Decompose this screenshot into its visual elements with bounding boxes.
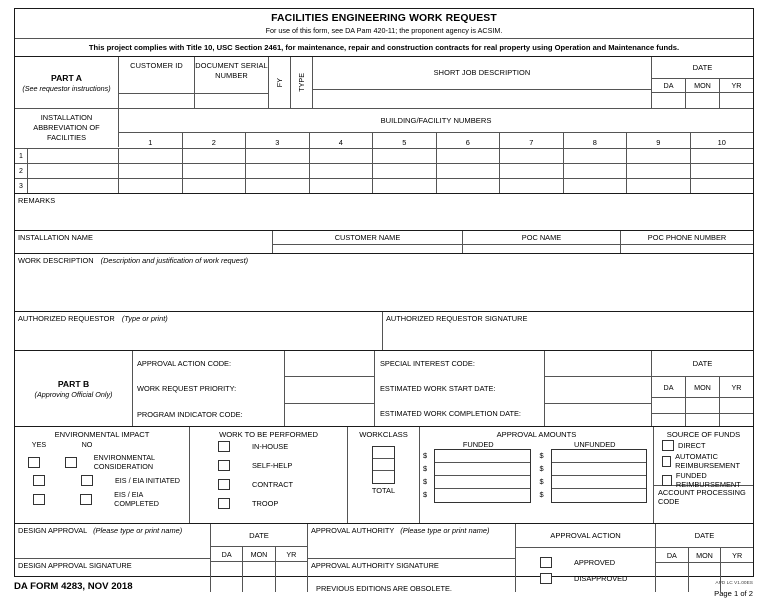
part-b-date-label: DATE <box>652 351 753 377</box>
program-indicator-code-input[interactable] <box>285 404 374 429</box>
document-serial-number-input[interactable] <box>195 93 268 108</box>
customer-name-input[interactable] <box>273 245 462 253</box>
compliance-statement: This project complies with Title 10, USC Section 2461, for maintenance, repair and construction contracts for real property using Operation and Maintenance funds. <box>15 39 753 57</box>
fy-cell[interactable] <box>269 57 291 108</box>
bfn-cell-3-7[interactable] <box>500 179 564 193</box>
funded-reimbursement-label: FUNDED REIMBURSEMENT <box>675 471 741 489</box>
start-date-da-input[interactable] <box>652 398 686 413</box>
installation-abbreviation-label: INSTALLATION ABBREVIATION OF FACILITIES <box>15 109 119 147</box>
part-a-title: PART A <box>50 72 83 83</box>
poc-phone-number-input[interactable] <box>621 245 753 253</box>
funded-amount-1[interactable] <box>435 450 530 463</box>
special-interest-code-label: SPECIAL INTEREST CODE: <box>380 358 475 368</box>
environmental-consideration-yes-checkbox[interactable] <box>28 457 40 468</box>
approval-amounts-section <box>420 427 654 523</box>
approved-checkbox[interactable] <box>540 557 552 568</box>
poc-name-label: POC NAME <box>463 231 620 245</box>
part-a-date-mon-input[interactable] <box>686 93 720 108</box>
completion-date-da-input[interactable] <box>652 414 686 426</box>
eis-eia-completed-yes-checkbox[interactable] <box>33 494 45 505</box>
bfn-col-1: 1 <box>119 133 183 148</box>
bfn-cell-2-2[interactable] <box>183 164 247 178</box>
bfn-row-number-3: 3 <box>15 179 28 193</box>
part-a-label <box>15 57 119 108</box>
approved-label: APPROVED <box>574 558 616 567</box>
form-sheet <box>14 8 754 583</box>
form-title-block <box>15 9 753 39</box>
bfn-cell-1-6[interactable] <box>437 149 501 163</box>
work-to-be-performed-title: WORK TO BE PERFORMED <box>219 430 318 439</box>
workclass-input-3[interactable] <box>373 471 394 483</box>
unfunded-amount-2[interactable] <box>552 463 647 476</box>
authorized-requestor-cell[interactable] <box>15 312 383 350</box>
approval-authority-signature-label: APPROVAL AUTHORITY SIGNATURE <box>311 561 439 570</box>
troop-row <box>190 498 347 509</box>
eis-eia-initiated-row <box>15 475 189 486</box>
bfn-cell-2-8[interactable] <box>564 164 628 178</box>
environmental-consideration-no-checkbox[interactable] <box>65 457 77 468</box>
customer-id-input[interactable] <box>119 93 194 108</box>
estimated-work-completion-date-label: ESTIMATED WORK COMPLETION DATE: <box>380 409 521 419</box>
part-b-date-yr-label: YR <box>731 382 742 392</box>
estimated-work-completion-date-input[interactable] <box>545 404 651 429</box>
unfunded-amount-stack[interactable] <box>551 449 648 503</box>
design-date-da-label: DA <box>211 547 243 561</box>
previous-editions-note: PREVIOUS EDITIONS ARE OBSOLETE. <box>316 584 452 593</box>
authorized-requestor-signature-label: AUTHORIZED REQUESTOR SIGNATURE <box>386 314 528 323</box>
approval-amounts-title: APPROVAL AMOUNTS <box>496 430 577 439</box>
bfn-col-10: 10 <box>717 138 726 147</box>
authorized-requestor-signature-cell[interactable] <box>383 312 753 350</box>
work-to-be-performed-section <box>190 427 348 523</box>
eis-eia-completed-no-checkbox[interactable] <box>80 494 92 505</box>
table-row[interactable] <box>15 179 753 194</box>
short-job-description-label: SHORT JOB DESCRIPTION <box>433 68 531 78</box>
part-b-right-inputs <box>545 351 652 426</box>
bfn-installation-input-2[interactable] <box>28 164 119 178</box>
unfunded-amount-4[interactable] <box>552 489 647 502</box>
funded-currency-2: $ <box>423 464 428 473</box>
in-house-label: IN-HOUSE <box>252 442 289 451</box>
authorized-requestor-row <box>15 312 753 351</box>
funded-currency-3: $ <box>423 477 428 486</box>
bfn-installation-input-3[interactable] <box>28 179 119 193</box>
troop-checkbox[interactable] <box>218 498 230 509</box>
bfn-cell-1-4[interactable] <box>310 149 374 163</box>
workclass-input-1[interactable] <box>373 447 394 459</box>
bfn-row-number-2: 2 <box>15 164 28 178</box>
estimated-work-start-date-input[interactable] <box>545 377 651 403</box>
document-serial-number-cell[interactable] <box>195 57 269 108</box>
part-b-right-labels <box>375 351 545 426</box>
installation-name-label: INSTALLATION NAME <box>18 233 93 242</box>
short-job-description-cell[interactable] <box>313 57 652 108</box>
authorized-requestor-label: AUTHORIZED REQUESTOR <box>18 314 115 323</box>
environmental-impact-section <box>15 427 190 523</box>
bfn-col-6: 6 <box>437 133 501 148</box>
poc-name-input[interactable] <box>463 245 620 253</box>
approval-date-yr-label: YR <box>732 550 743 560</box>
bfn-cell-3-4[interactable] <box>310 179 374 193</box>
funded-label: FUNDED <box>462 440 494 449</box>
type-cell[interactable] <box>291 57 313 108</box>
customer-id-cell[interactable] <box>119 57 195 108</box>
in-house-row <box>190 441 347 452</box>
bfn-cell-3-3[interactable] <box>246 179 310 193</box>
design-approval-hint: (Please type or print name) <box>93 526 183 535</box>
approved-row <box>516 557 655 568</box>
bfn-col-4: 4 <box>310 133 374 148</box>
design-approval-label: DESIGN APPROVAL <box>18 526 88 535</box>
poc-phone-number-label: POC PHONE NUMBER <box>621 231 753 245</box>
self-help-checkbox[interactable] <box>218 460 230 471</box>
approval-action-title: APPROVAL ACTION <box>516 524 655 548</box>
work-request-priority-input[interactable] <box>285 377 374 403</box>
source-of-funds-title: SOURCE OF FUNDS <box>666 430 741 439</box>
automatic-reimbursement-checkbox[interactable] <box>662 456 671 467</box>
work-description-section[interactable] <box>15 254 753 312</box>
customer-name-label: CUSTOMER NAME <box>273 231 462 245</box>
unfunded-label: UNFUNDED <box>574 440 616 449</box>
part-a-date-label: DATE <box>652 57 753 79</box>
part-a-date-mon-label: MON <box>686 79 720 92</box>
account-processing-code-label: ACCOUNT PROCESSING CODE <box>658 488 746 506</box>
page-title: FACILITIES ENGINEERING WORK REQUEST <box>271 13 497 24</box>
names-row <box>15 231 753 254</box>
part-a-header-row <box>15 57 753 109</box>
part-b-row <box>15 351 753 427</box>
design-approval-signature-label: DESIGN APPROVAL SIGNATURE <box>18 561 132 570</box>
unfunded-amount-1[interactable] <box>552 450 647 463</box>
approval-authority-label: APPROVAL AUTHORITY <box>311 526 395 535</box>
bfn-cell-1-3[interactable] <box>246 149 310 163</box>
bfn-cell-1-10[interactable] <box>691 149 754 163</box>
document-serial-number-label: DOCUMENT SERIAL NUMBER <box>195 61 268 80</box>
troop-label: TROOP <box>252 499 279 508</box>
bfn-cell-2-1[interactable] <box>119 164 183 178</box>
part-a-date-da-label: DA <box>652 79 686 92</box>
part-a-date-yr-label: YR <box>731 81 742 90</box>
bfn-cell-1-1[interactable] <box>119 149 183 163</box>
short-job-description-input[interactable] <box>313 89 651 108</box>
workclass-section <box>348 427 420 523</box>
part-b-date-group <box>652 351 753 426</box>
unfunded-currency-4: $ <box>539 490 544 499</box>
workclass-title: WORKCLASS <box>359 430 408 439</box>
bfn-cell-3-10[interactable] <box>691 179 754 193</box>
funded-amount-3[interactable] <box>435 476 530 489</box>
funded-currency-4: $ <box>423 490 428 499</box>
bfn-cell-3-2[interactable] <box>183 179 247 193</box>
remarks-label: REMARKS <box>18 196 56 205</box>
form-footer <box>14 580 754 606</box>
part-b-title: PART B <box>57 378 90 389</box>
bfn-cell-2-6[interactable] <box>437 164 501 178</box>
work-description-label: WORK DESCRIPTION <box>18 256 94 265</box>
environmental-no-label: NO <box>81 440 93 449</box>
customer-name-cell[interactable] <box>273 231 463 253</box>
unfunded-currency-1: $ <box>539 451 544 460</box>
installation-name-cell[interactable] <box>15 231 273 253</box>
part-a-date-yr-input[interactable] <box>720 93 753 108</box>
approval-action-code-input[interactable] <box>285 351 374 377</box>
bfn-cell-3-1[interactable] <box>119 179 183 193</box>
start-date-yr-input[interactable] <box>720 398 753 413</box>
bfn-col-7: 7 <box>500 133 564 148</box>
design-date-mon-label: MON <box>243 547 275 561</box>
building-facility-header-row <box>15 109 753 149</box>
bfn-col-8: 8 <box>564 133 628 148</box>
approval-date-mon-label: MON <box>689 548 722 562</box>
bfn-cell-2-4[interactable] <box>310 164 374 178</box>
bfn-col-3: 3 <box>246 133 310 148</box>
bfn-cell-3-8[interactable] <box>564 179 628 193</box>
form-identifier: DA FORM 4283, NOV 2018 <box>14 581 133 592</box>
unfunded-amount-3[interactable] <box>552 476 647 489</box>
work-description-header <box>15 254 753 267</box>
start-date-mon-input[interactable] <box>686 398 720 413</box>
type-label: TYPE <box>297 73 306 92</box>
funded-currency-1: $ <box>423 451 428 460</box>
form-subtitle: For use of this form, see DA Pam 420-11; the proponent agency is ACSIM. <box>265 26 503 35</box>
checkbox-band <box>15 427 753 524</box>
eis-eia-initiated-no-checkbox[interactable] <box>81 475 93 486</box>
remarks-section[interactable] <box>15 194 753 231</box>
bfn-cell-1-5[interactable] <box>373 149 437 163</box>
bfn-col-5: 5 <box>373 133 437 148</box>
self-help-label: SELF-HELP <box>252 461 293 470</box>
direct-checkbox[interactable] <box>662 440 674 451</box>
workclass-input-2[interactable] <box>373 459 394 471</box>
approval-date-da-label: DA <box>656 548 689 562</box>
eis-eia-completed-row <box>15 490 189 508</box>
eis-eia-completed-label: EIS / EIA COMPLETED <box>114 490 159 508</box>
bfn-cell-1-9[interactable] <box>627 149 691 163</box>
design-approval-cell[interactable] <box>15 524 210 559</box>
special-interest-code-input[interactable] <box>545 351 651 377</box>
bfn-cell-2-10[interactable] <box>691 164 754 178</box>
bfn-cell-1-8[interactable] <box>564 149 628 163</box>
environmental-yes-label: YES <box>31 440 47 449</box>
self-help-row <box>190 460 347 471</box>
funded-amount-2[interactable] <box>435 463 530 476</box>
approval-authority-cell[interactable] <box>308 524 515 559</box>
fy-label: FY <box>275 77 284 88</box>
bfn-col-2: 2 <box>183 133 247 148</box>
eis-eia-initiated-label: EIS / EIA INITIATED <box>115 476 180 485</box>
approval-authority-hint: (Please type or print name) <box>400 526 490 535</box>
bfn-cell-3-6[interactable] <box>437 179 501 193</box>
installation-name-input[interactable] <box>15 244 272 253</box>
part-b-sublabel: (Approving Official Only) <box>34 389 113 399</box>
unfunded-currency-2: $ <box>539 464 544 473</box>
contract-checkbox[interactable] <box>218 479 230 490</box>
apd-version: APD LC V1.00ES <box>715 581 753 586</box>
approval-authority-date-label: DATE <box>656 524 753 548</box>
table-row[interactable] <box>15 149 753 164</box>
part-b-date-da-label: DA <box>652 377 686 397</box>
page-number: Page 1 of 2 <box>714 589 753 598</box>
disapproved-label: DISAPPROVED <box>574 574 628 583</box>
bfn-col-9: 9 <box>627 133 691 148</box>
building-facility-column-headers <box>119 133 753 148</box>
source-of-funds-section <box>654 427 753 523</box>
bfn-cell-2-9[interactable] <box>627 164 691 178</box>
building-facility-numbers-title: BUILDING/FACILITY NUMBERS <box>119 109 753 133</box>
unfunded-currency-3: $ <box>539 477 544 486</box>
eis-eia-initiated-yes-checkbox[interactable] <box>33 475 45 486</box>
environmental-consideration-row <box>15 453 189 471</box>
bfn-cell-2-5[interactable] <box>373 164 437 178</box>
workclass-total-label: TOTAL <box>371 486 396 495</box>
part-b-codes-inputs <box>285 351 375 426</box>
bfn-cell-2-7[interactable] <box>500 164 564 178</box>
contract-row <box>190 479 347 490</box>
funded-amount-4[interactable] <box>435 489 530 502</box>
design-date-yr-label: YR <box>286 549 297 559</box>
funded-reimbursement-checkbox[interactable] <box>662 475 672 486</box>
bfn-row-number-1: 1 <box>15 149 28 163</box>
bfn-cell-3-5[interactable] <box>373 179 437 193</box>
in-house-checkbox[interactable] <box>218 441 230 452</box>
work-request-priority-label: WORK REQUEST PRIORITY: <box>137 384 237 394</box>
contract-label: CONTRACT <box>252 480 294 489</box>
part-a-date-da-input[interactable] <box>652 93 686 108</box>
completion-date-yr-input[interactable] <box>720 414 753 426</box>
completion-date-mon-input[interactable] <box>686 414 720 426</box>
environmental-impact-title: ENVIRONMENTAL IMPACT <box>54 430 150 439</box>
poc-name-cell[interactable] <box>463 231 621 253</box>
part-b-date-mon-label: MON <box>686 377 720 397</box>
direct-label: DIRECT <box>678 441 706 450</box>
bfn-cell-3-9[interactable] <box>627 179 691 193</box>
part-b-codes-labels <box>133 351 285 426</box>
poc-phone-number-cell[interactable] <box>621 231 753 253</box>
environmental-consideration-label: ENVIRONMENTAL CONSIDERATION <box>93 453 155 471</box>
design-approval-date-label: DATE <box>211 524 307 547</box>
bfn-installation-input-1[interactable] <box>28 149 119 163</box>
bfn-cell-1-7[interactable] <box>500 149 564 163</box>
bfn-cell-2-3[interactable] <box>246 164 310 178</box>
program-indicator-code-label: PROGRAM INDICATOR CODE: <box>137 409 243 419</box>
automatic-reimbursement-row <box>654 452 753 470</box>
work-description-hint: (Description and justification of work request) <box>100 256 249 265</box>
table-row[interactable] <box>15 164 753 179</box>
authorized-requestor-hint: (Type or print) <box>121 314 168 323</box>
estimated-work-start-date-label: ESTIMATED WORK START DATE: <box>380 384 496 394</box>
approval-action-code-label: APPROVAL ACTION CODE: <box>137 359 232 369</box>
part-a-date-group <box>652 57 753 108</box>
workclass-input-stack[interactable] <box>372 446 395 484</box>
part-a-sublabel: (See requestor instructions) <box>22 83 111 93</box>
part-b-label <box>15 351 133 426</box>
direct-row <box>654 440 753 451</box>
bfn-cell-1-2[interactable] <box>183 149 247 163</box>
automatic-reimbursement-label: AUTOMATIC REIMBURSEMENT <box>675 452 740 470</box>
funded-amount-stack[interactable] <box>434 449 531 503</box>
customer-id-label: CUSTOMER ID <box>130 61 183 70</box>
